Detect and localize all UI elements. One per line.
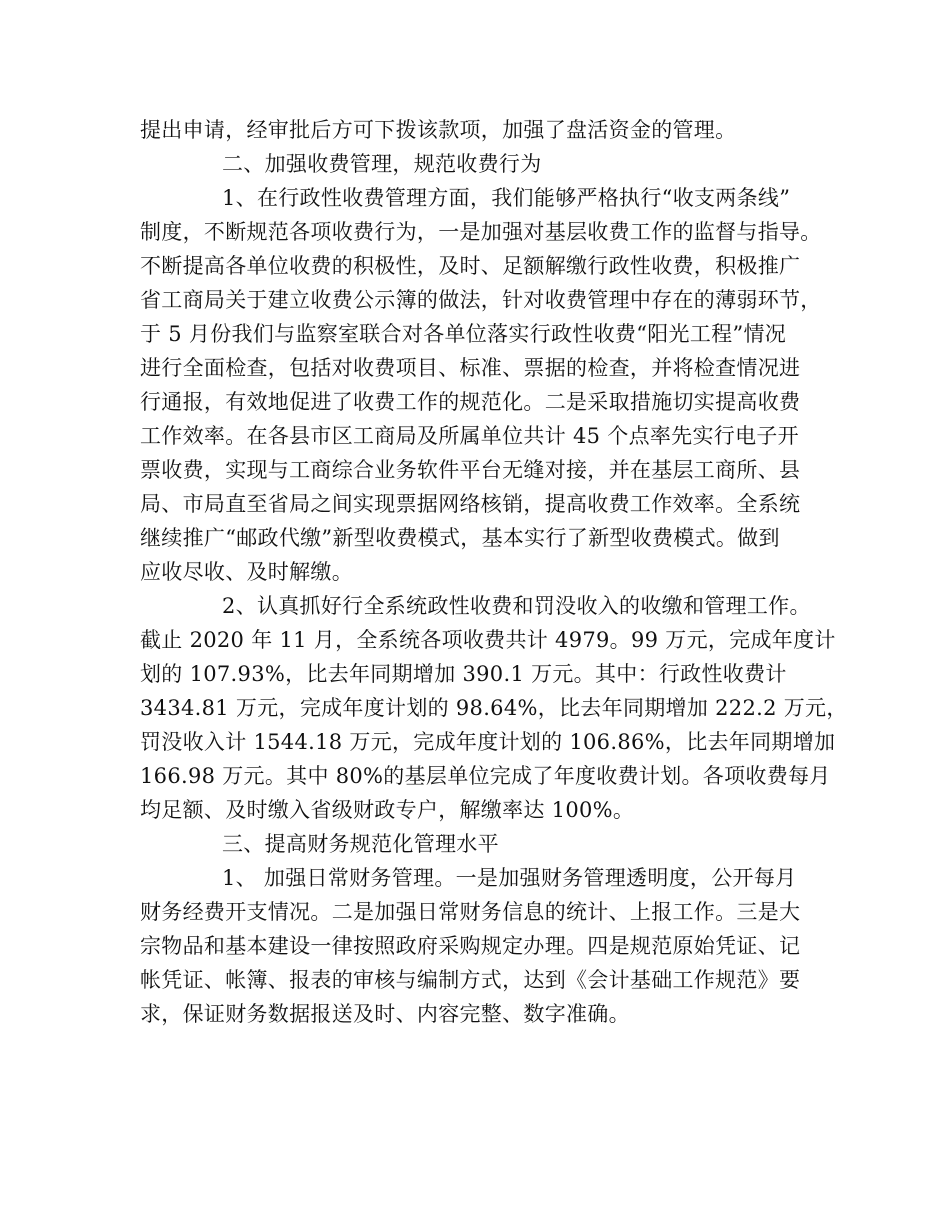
paragraph-line: 划的 107.93%，比去年同期增加 390.1 万元。其中：行政性收费计 [140,662,787,686]
paragraph-line: 进行全面检查，包括对收费项目、标准、票据的检查，并将检查情况进 [140,356,801,380]
paragraph-line: 帐凭证、帐簿、报表的审核与编制方式，达到《会计基础工作规范》要 [140,968,801,992]
paragraph-line: 宗物品和基本建设一律按照政府采购规定办理。四是规范原始凭证、记 [140,934,801,958]
paragraph-line: 应收尽收、及时解缴。 [140,560,353,584]
paragraph-line: 行通报，有效地促进了收费工作的规范化。二是采取措施切实提高收费 [140,390,801,414]
paragraph-line: 继续推广“邮政代缴”新型收费模式，基本实行了新型收费模式。做到 [140,526,780,550]
paragraph-line: 省工商局关于建立收费公示簿的做法，针对收费管理中存在的薄弱环节， [140,288,822,312]
paragraph-line: 票收费，实现与工商综合业务软件平台无缝对接，并在基层工商所、县 [140,458,801,482]
paragraph-line: 1、 加强日常财务管理。一是加强财务管理透明度，公开每月 [222,866,797,890]
paragraph-line: 166.98 万元。其中 80%的基层单位完成了年度收费计划。各项收费每月 [140,764,831,788]
paragraph-line: 不断提高各单位收费的积极性，及时、足额解缴行政性收费，积极推广 [140,254,801,278]
paragraph-line: 于 5 月份我们与监察室联合对各单位落实行政性收费“阳光工程”情况 [140,322,787,346]
paragraph-line: 罚没收入计 1544.18 万元，完成年度计划的 106.86%，比去年同期增加 [140,730,836,754]
paragraph-line: 1、在行政性收费管理方面，我们能够严格执行“收支两条线” [222,186,791,210]
paragraph-line: 提出申请，经审批后方可下拨该款项，加强了盘活资金的管理。 [140,118,737,142]
paragraph-line: 均足额、及时缴入省级财政专户，解缴率达 100%。 [140,798,635,822]
section-heading-2: 二、加强收费管理，规范收费行为 [222,152,542,176]
section-heading-3: 三、提高财务规范化管理水平 [222,832,499,856]
paragraph-line: 截止 2020 年 11 月，全系统各项收费共计 4979。99 万元，完成年度计 [140,628,836,652]
paragraph-line: 制度，不断规范各项收费行为，一是加强对基层收费工作的监督与指导。 [140,220,822,244]
paragraph-line: 财务经费开支情况。二是加强日常财务信息的统计、上报工作。三是大 [140,900,801,924]
paragraph-line: 工作效率。在各县市区工商局及所属单位共计 45 个点率先实行电子开 [140,424,799,448]
document-body [140,113,848,1031]
paragraph-line: 2、认真抓好行全系统政性收费和罚没收入的收缴和管理工作。 [222,594,811,618]
paragraph-line: 3434.81 万元，完成年度计划的 98.64%，比去年同期增加 222.2 万元， [140,696,848,720]
paragraph-line: 局、市局直至省局之间实现票据网络核销，提高收费工作效率。全系统 [140,492,801,516]
paragraph-line: 求，保证财务数据报送及时、内容完整、数字准确。 [140,1002,630,1026]
